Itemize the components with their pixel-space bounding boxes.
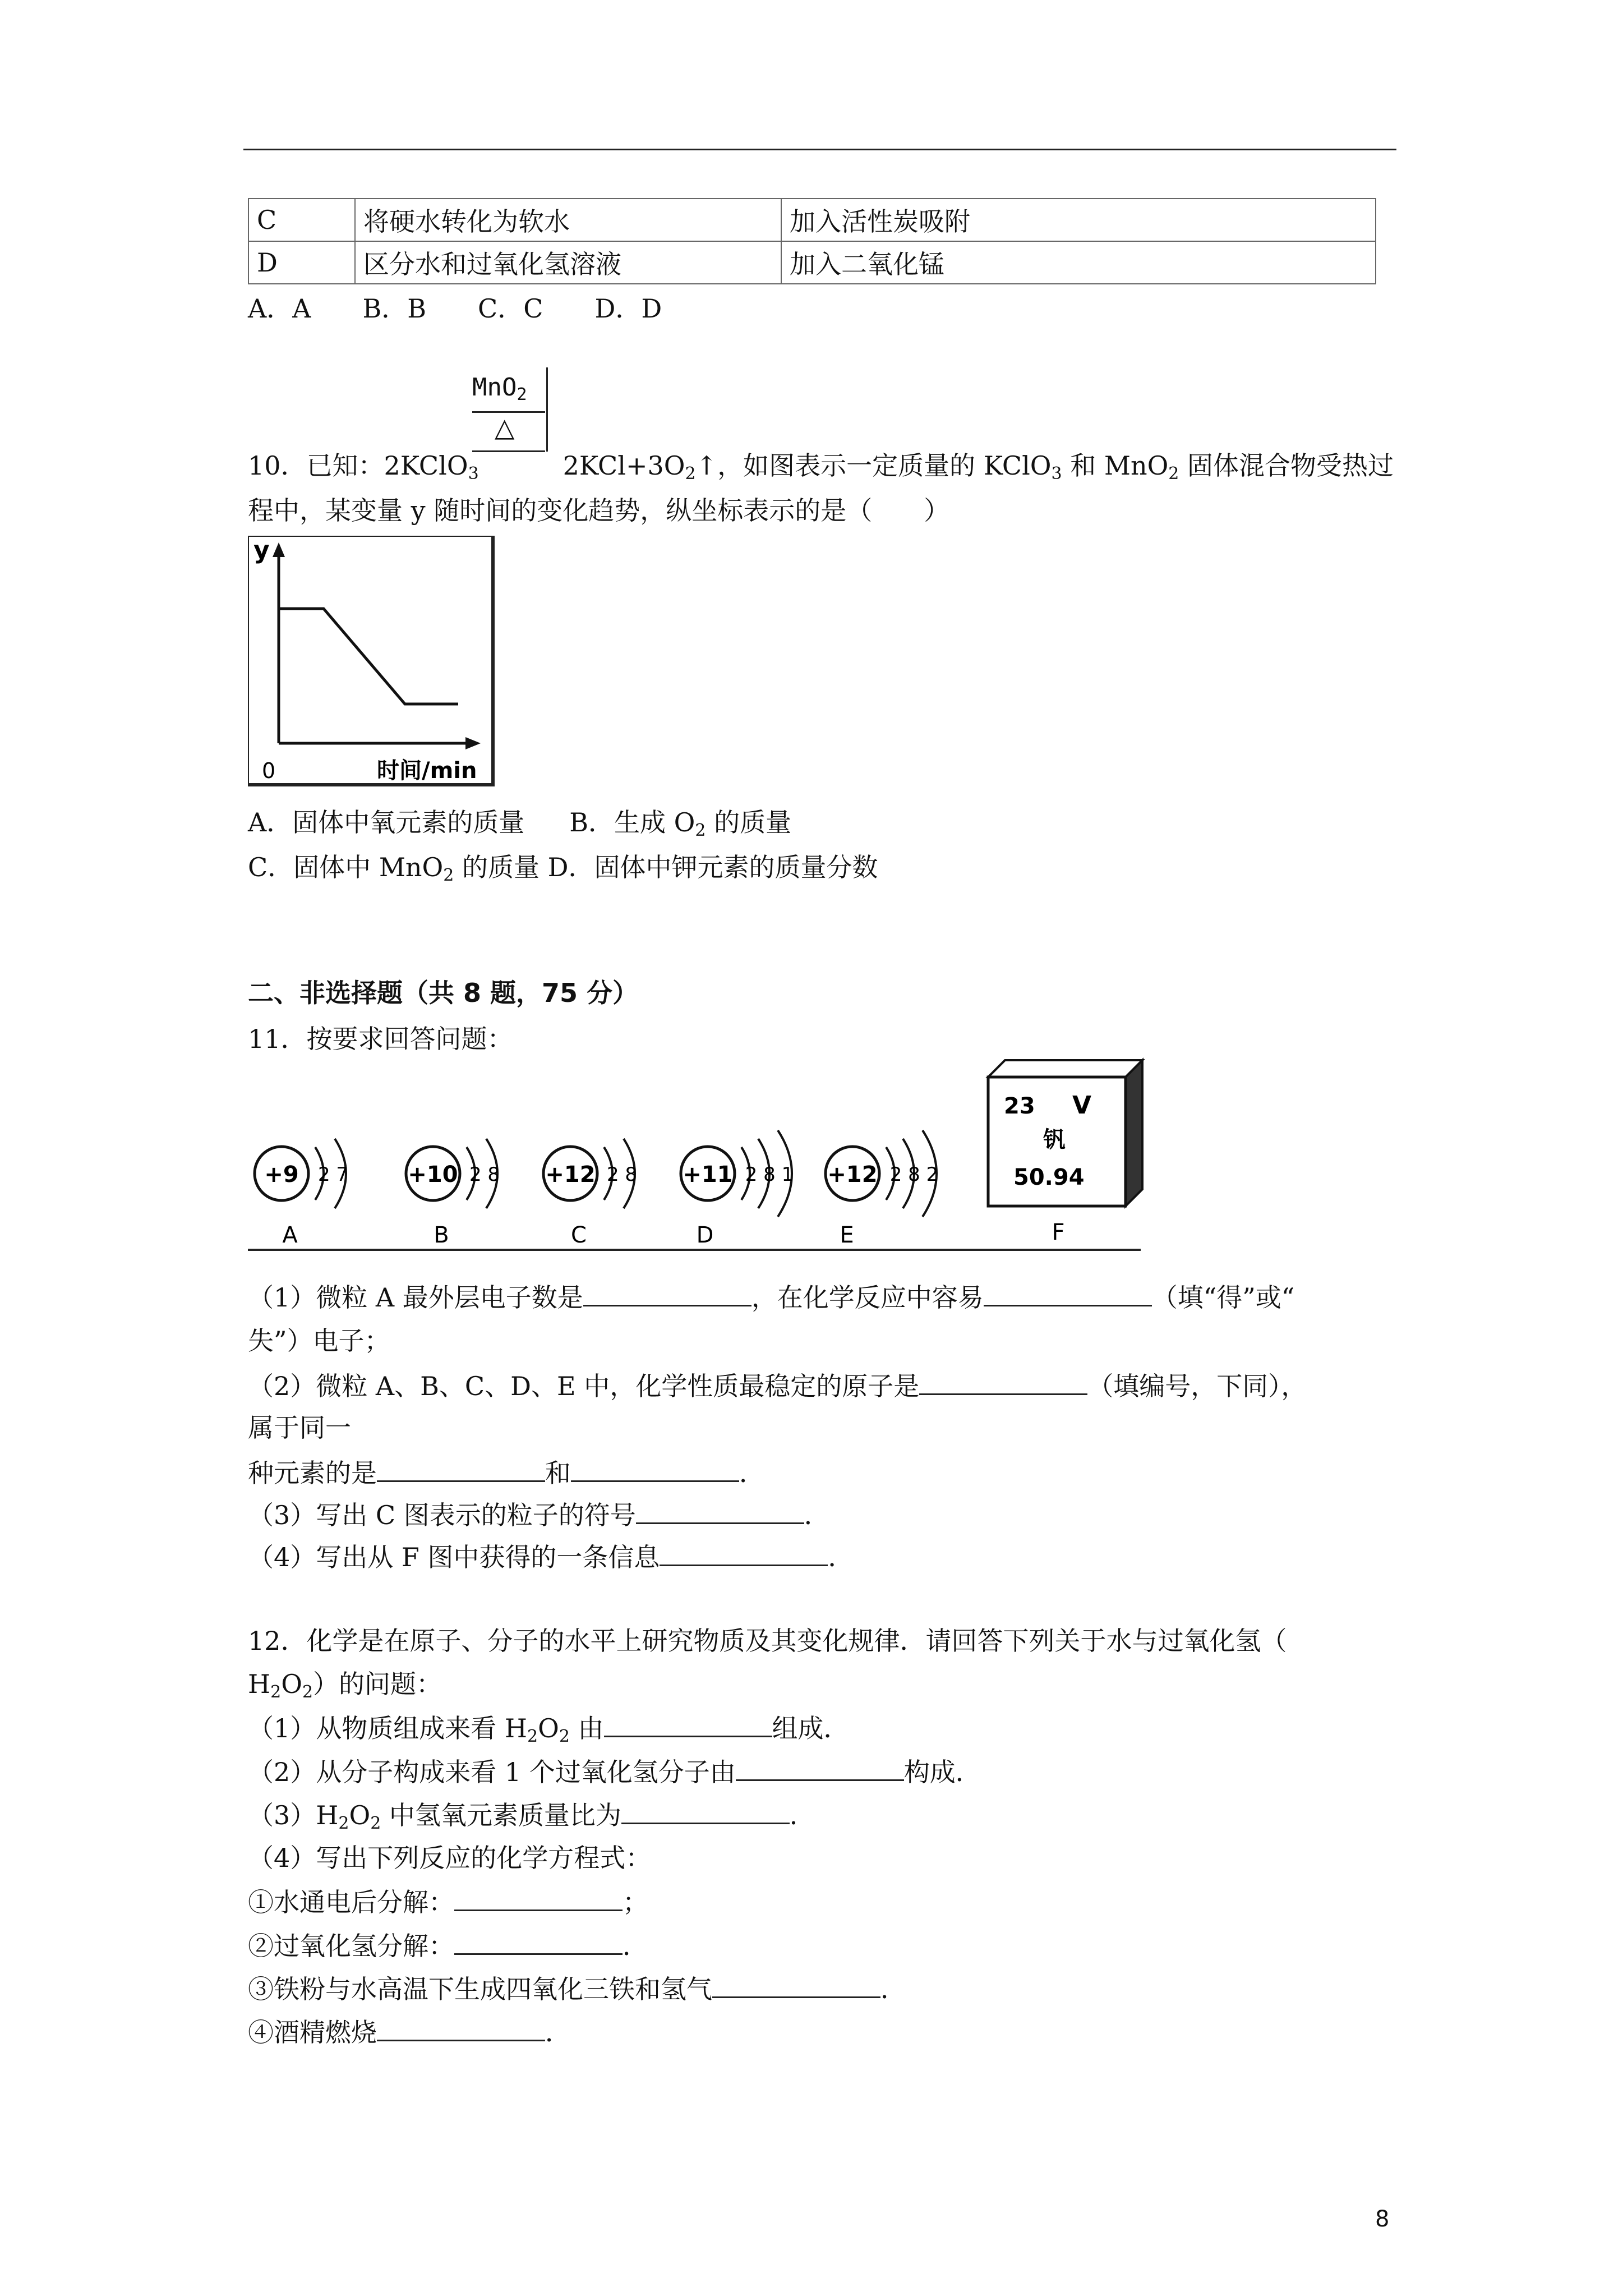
q11-part2-cont2: 种元素的是 和 ． [248,1456,765,1490]
answer-blank[interactable] [636,1498,804,1524]
option-a: A．固体中氧元素的质量 [248,807,525,838]
answer-blank[interactable] [621,1798,790,1824]
reaction-condition [472,367,556,457]
ion-c [543,1139,637,1248]
svg-text:2 8: 2 8 [606,1163,638,1186]
answer-blank[interactable] [583,1280,751,1306]
answer-blank[interactable] [660,1540,828,1566]
header-rule [243,149,1396,150]
atom-b [406,1139,500,1248]
svg-text:2 8 2: 2 8 2 [889,1163,939,1186]
svg-text:+12: +12 [545,1162,596,1188]
q12-reaction1: ①水通电后分解： ； [248,1885,648,1919]
q12-line1: 12．化学是在原子、分子的水平上研究物质及其变化规律．请回答下列关于水与过氧化氢（ [248,1626,1287,1656]
svg-text:2 7: 2 7 [317,1163,349,1186]
x-axis-label: 时间/min [377,758,477,784]
svg-text:+11: +11 [683,1162,733,1188]
answer-blank[interactable] [919,1369,1087,1395]
q9-choices: A．A B．B C．C D．D [248,293,662,324]
origin-label: 0 [262,758,276,783]
svg-text:+12: +12 [827,1162,878,1188]
answer-blank[interactable] [984,1280,1152,1306]
table-cell-purpose: 将硬水转化为软水 [355,199,781,241]
q12-part3: $(3)H_2O_2$ 中氢氧元素质量比为 ． [248,1798,815,1832]
svg-text:F: F [1052,1220,1065,1245]
q11-part3: （3）写出 C 图表示的粒子的符号 ． [248,1498,830,1532]
svg-text:B: B [434,1222,449,1248]
answer-blank[interactable] [377,2015,545,2041]
answer-blank[interactable] [604,1711,772,1737]
svg-text:+9: +9 [264,1162,299,1188]
answer-blank[interactable] [454,1929,623,1955]
q10-options-ab [248,806,791,839]
svg-text:E: E [840,1222,854,1248]
svg-text:钒: 钒 [1043,1127,1066,1153]
table-cell-option: D [248,241,355,284]
q12-reaction3: ③铁粉与水高温下生成四氧化三铁和氢气 ． [248,1972,906,2006]
q10-graph [248,536,500,788]
table-row [248,241,1376,284]
heat-symbol: △ [495,412,515,443]
q10-line2: 程中，某变量 y 随时间的变化趋势，纵坐标表示的是（ ） [248,495,950,526]
q12-part1: （1）从物质组成来看 $H_2O_2$ 由 组成． [248,1711,850,1745]
q12-reaction4: ④酒精燃烧 ． [248,2015,571,2049]
svg-text:V: V [1072,1091,1092,1120]
q12-line2: $H_2O_2$）的问题： [248,1669,442,1702]
table-cell-option: C [248,199,355,241]
q10-line1: 10．已知：2KClO$_3$ $2KCl+3O_2↑$，如图表示一定质量的 KClO$_3$ 和 MnO$_2$ 固体混合物受热过 [248,450,1394,484]
options-table [248,198,1376,284]
q12-part2: （2）从分子构成来看 1 个过氧化氢分子由 构成． [248,1755,981,1789]
answer-blank[interactable] [571,1456,739,1482]
table-cell-method: 加入二氧化锰 [781,241,1376,284]
answer-blank[interactable] [712,1972,880,1998]
table-cell-method: 加入活性炭吸附 [781,199,1376,241]
q11-figure [248,1055,1145,1257]
section-title: 二、非选择题（共 8 题，75 分） [248,978,639,1008]
table-row [248,199,1376,241]
svg-text:2 8: 2 8 [469,1163,500,1186]
svg-text:+10: +10 [408,1162,458,1188]
q12-part4: （4）写出下列反应的化学方程式： [248,1843,652,1873]
element-cell-f [988,1060,1142,1245]
answer-blank[interactable] [454,1885,623,1911]
q11-part1: （1）微粒 A 最外层电子数是 ，在化学反应中容易 （填“得”或“ [248,1280,1294,1314]
atom-d [681,1130,794,1248]
q11-part4: （4）写出从 F 图中获得的一条信息 ． [248,1540,854,1574]
answer-blank[interactable] [377,1456,545,1482]
q11-part2-cont: 属于同一 [248,1412,351,1443]
svg-text:2 8 1: 2 8 1 [745,1163,794,1186]
q11-part2: （2）微粒 A、B、C、D、E 中，化学性质最稳定的原子是 （填编号，下同）， [248,1369,1307,1403]
y-axis-label: y [253,536,270,564]
catalyst-label: MnO [472,373,517,402]
atom-e [826,1130,938,1248]
option-b: B．生成 $O_2$ 的质量 [569,807,792,840]
table-cell-purpose: 区分水和过氧化氢溶液 [355,241,781,284]
svg-text:D: D [696,1222,714,1248]
atom-a [255,1139,348,1248]
answer-blank[interactable] [736,1755,904,1781]
q11-part1-cont: 失”）电子； [248,1326,390,1356]
svg-text:23: 23 [1004,1093,1035,1119]
page-number: 8 [1375,2206,1390,2232]
q10-options-cd: C．固体中 MnO$_2$ 的质量 D．固体中钾元素的质量分数 [248,852,878,885]
q12-reaction2: ②过氧化氢分解： ． [248,1929,648,1963]
svg-text:C: C [571,1222,587,1248]
q11-title: 11．按要求回答问题： [248,1024,513,1054]
svg-text:50.94: 50.94 [1013,1165,1085,1190]
svg-text:A: A [282,1222,298,1248]
catalyst-sub: 2 [517,385,527,404]
